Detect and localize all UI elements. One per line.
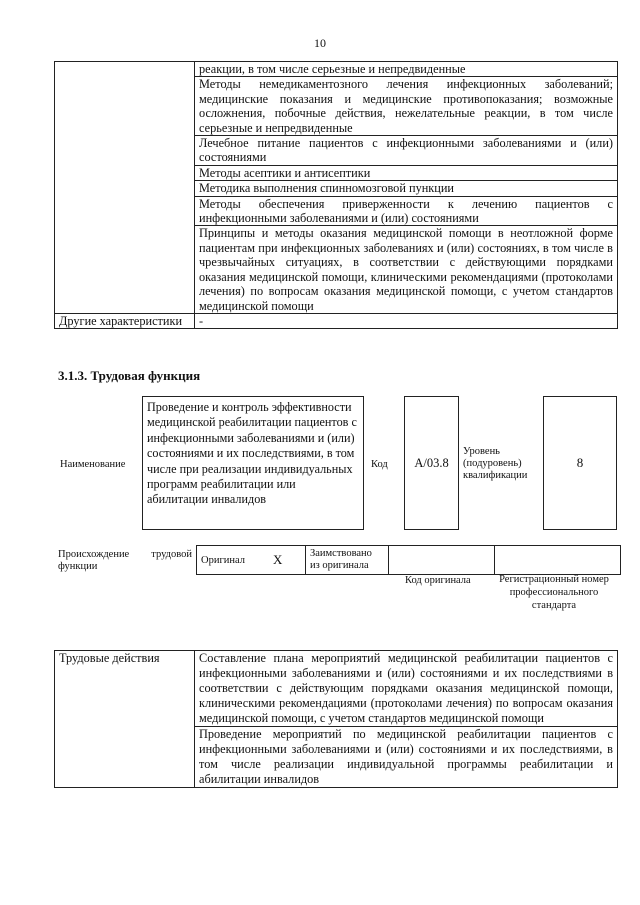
table-cell: Проведение мероприятий по медицинской реабилитации пациентов с инфекционными заболеваниями и (или) состояниями и их последствиями, в том числе реализации индивидуальной программы реабилитации и абилитации инвалидов xyxy=(195,727,618,788)
function-code-box xyxy=(404,396,459,530)
original-cell: Оригинал xyxy=(197,546,270,575)
function-code-value: A/03.8 xyxy=(414,455,449,470)
table-cell: Методы асептики и антисептики xyxy=(195,165,618,180)
section-heading: 3.1.3. Трудовая функция xyxy=(58,368,201,383)
qualification-level-label: Уровень (подуровень) квалификации xyxy=(463,446,528,481)
registration-number-caption: Регистрационный номер профессионального стандарта xyxy=(499,574,609,611)
name-label: Наименование xyxy=(60,459,126,470)
table-cell: Методы обеспечения приверженности к лечению пациентов с инфекционными заболеваниями и (или) состояниями xyxy=(195,196,618,226)
row-label-cell xyxy=(55,62,195,314)
table-row xyxy=(55,313,618,328)
origin-label-word1: Происхождение xyxy=(58,549,130,560)
knowledge-table xyxy=(54,61,618,329)
table-cell: Методика выполнения спинномозговой пункции xyxy=(195,181,618,196)
table-row xyxy=(55,62,618,77)
table-row xyxy=(55,651,618,727)
origin-label-word2: трудовой xyxy=(151,549,192,560)
qualification-level-box xyxy=(543,396,617,530)
origin-label xyxy=(58,549,192,573)
table-cell: Методы немедикаментозного лечения инфекционных заболеваний; медицинские показания и медицинские противопоказания; возможные осложнения, побочные действия, нежелательные реакции, в том числе серьезные и непредвиденные xyxy=(195,77,618,136)
original-mark: X xyxy=(269,546,306,575)
labor-actions-table xyxy=(54,650,618,788)
qualification-level-value: 8 xyxy=(576,455,584,470)
function-name-box: Проведение и контроль эффективности медицинской реабилитации пациентов с инфекционными заболеваниями и (или) состояниями и их последствиями, в том числе при реализации индивидуальных программ реабилитации или абилитации инвалидов xyxy=(142,396,364,530)
row-label-cell: Трудовые действия xyxy=(55,651,195,788)
row-label-cell: Другие характеристики xyxy=(55,313,195,328)
origin-table xyxy=(196,545,621,575)
table-cell: Лечебное питание пациентов с инфекционными заболеваниями и (или) состояниями xyxy=(195,136,618,166)
borrowed-cell: Заимствовано из оригинала xyxy=(306,546,389,575)
registration-number-cell xyxy=(495,546,621,575)
table-cell: реакции, в том числе серьезные и непредвиденные xyxy=(195,62,618,77)
origin-label-line2: функции xyxy=(58,561,98,572)
table-row xyxy=(197,546,621,575)
table-cell: Составление плана мероприятий медицинской реабилитации пациентов с инфекционными заболеваниями и (или) состояниями и их последствиями в соответствии с действующим порядками оказания медицинской помощи, клиническими рекомендациями (протоколами лечения) по вопросам оказания медицинской помощи, с учетом стандартов медицинской помощи xyxy=(195,651,618,727)
table-cell: Принципы и методы оказания медицинской помощи в неотложной форме пациентам при инфекционных заболеваниях и (или) состояниях, в том числе в чрезвычайных ситуациях, в соответствии с действующими порядками оказания медицинской помощи, клиническими рекомендациями (протоколами лечения) по вопросам оказания медицинской помощи, с учетом стандартов медицинской помощи xyxy=(195,226,618,313)
original-code-cell xyxy=(389,546,495,575)
code-label: Код xyxy=(371,459,388,470)
original-code-caption: Код оригинала xyxy=(405,575,471,586)
table-cell: - xyxy=(195,313,618,328)
page-number: 10 xyxy=(314,36,326,50)
